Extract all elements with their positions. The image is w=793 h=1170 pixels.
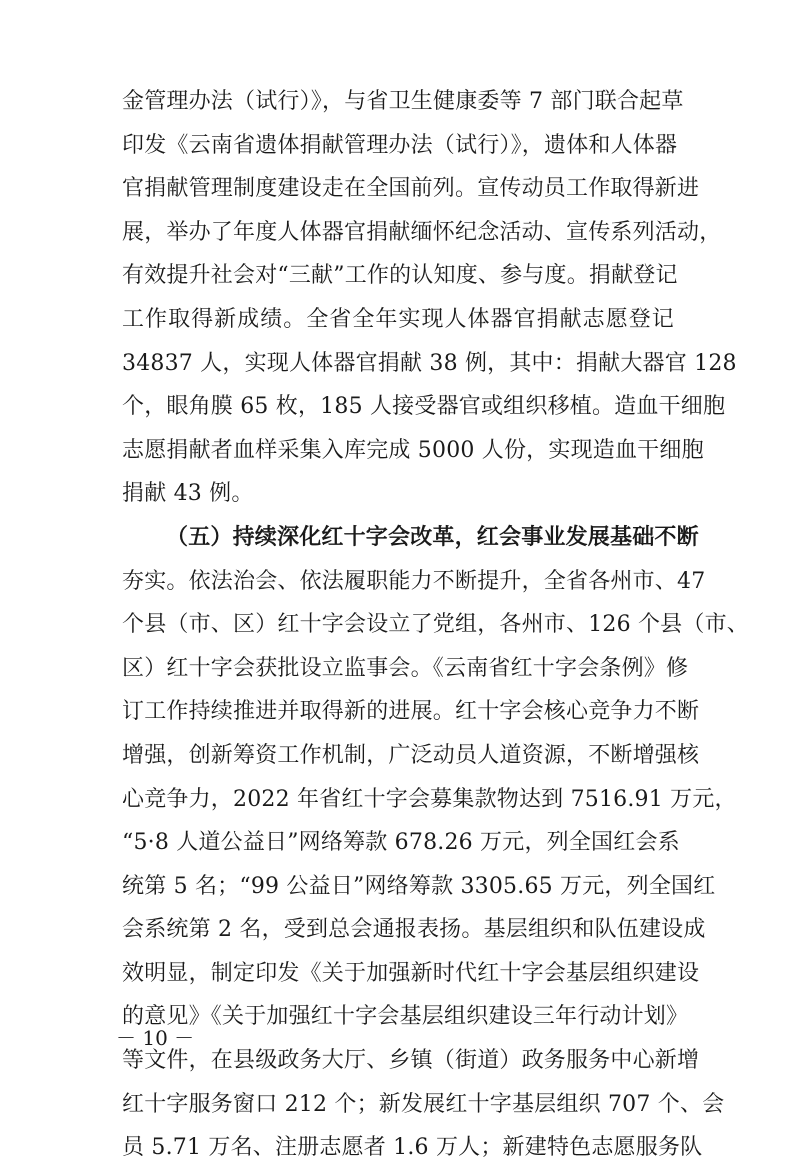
text-line: 红十字服务窗口 212 个；新发展红十字基层组织 707 个、会	[122, 1091, 725, 1117]
text-line: 会系统第 2 名，受到总会通报表扬。基层组织和队伍建设成	[122, 917, 706, 943]
text-line: 展，举办了年度人体器官捐献缅怀纪念活动、宣传系列活动，	[122, 219, 722, 245]
text-line: 金管理办法（试行）》，与省卫生健康委等 7 部门联合起草	[122, 89, 684, 114]
text-line: 心竞争力，2022 年省红十字会募集款物达到 7516.91 万元，	[122, 786, 737, 812]
text-line: 个县（市、区）红十字会设立了党组，各州市、126 个县（市、	[122, 612, 749, 638]
text-line: 效明显，制定印发《关于加强新时代红十字会基层组织建设	[122, 960, 700, 986]
text-line: 区）红十字会获批设立监事会。《云南省红十字会条例》修	[122, 655, 689, 681]
text-line: 志愿捐献者血样采集入库完成 5000 人份，实现造血干细胞	[122, 437, 704, 463]
text-line: 个，眼角膜 65 枚，185 人接受器官或组织移植。造血干细胞	[122, 394, 726, 420]
paragraph-organ-donation	[122, 80, 737, 516]
text-line: 订工作持续推进并取得新的进展。红十字会核心竞争力不断	[122, 699, 700, 725]
text-line: “5·8 人道公益日”网络筹款 678.26 万元，列全国红会系	[122, 830, 680, 856]
body-text	[122, 80, 749, 1170]
text-line: 员 5.71 万名、注册志愿者 1.6 万人；新建特色志愿服务队	[122, 1135, 703, 1161]
text-line: 工作取得新成绩。全省全年实现人体器官捐献志愿登记	[122, 306, 674, 332]
text-line: 捐献 43 例。	[122, 481, 254, 507]
text-line: 的意见》《关于加强红十字会基层组织建设三年行动计划》	[122, 1004, 689, 1030]
text-line: 等文件，在县级政务大厅、乡镇（街道）政务服务中心新增	[122, 1048, 700, 1074]
text-line: 官捐献管理制度建设走在全国前列。宣传动员工作取得新进	[122, 176, 700, 202]
page-number: － 10 －	[116, 1026, 195, 1050]
text-line: 统第 5 名；“99 公益日”网络筹款 3305.65 万元，列全国红	[122, 873, 716, 899]
paragraph-red-cross-reform	[122, 516, 749, 1170]
text-line: 增强，创新筹资工作机制，广泛动员人道资源，不断增强核	[122, 742, 700, 768]
text-line: 34837 人，实现人体器官捐献 38 例，其中：捐献大器官 128	[122, 350, 737, 376]
section-heading: （五）持续深化红十字会改革，红会事业发展基础不断	[166, 523, 699, 550]
text-line: 夯实。依法治会、依法履职能力不断提升，全省各州市、47	[122, 568, 706, 594]
text-line: 有效提升社会对“三献”工作的认知度、参与度。捐献登记	[122, 263, 678, 289]
text-line: 印发《云南省遗体捐献管理办法（试行）》，遗体和人体器	[122, 132, 678, 158]
